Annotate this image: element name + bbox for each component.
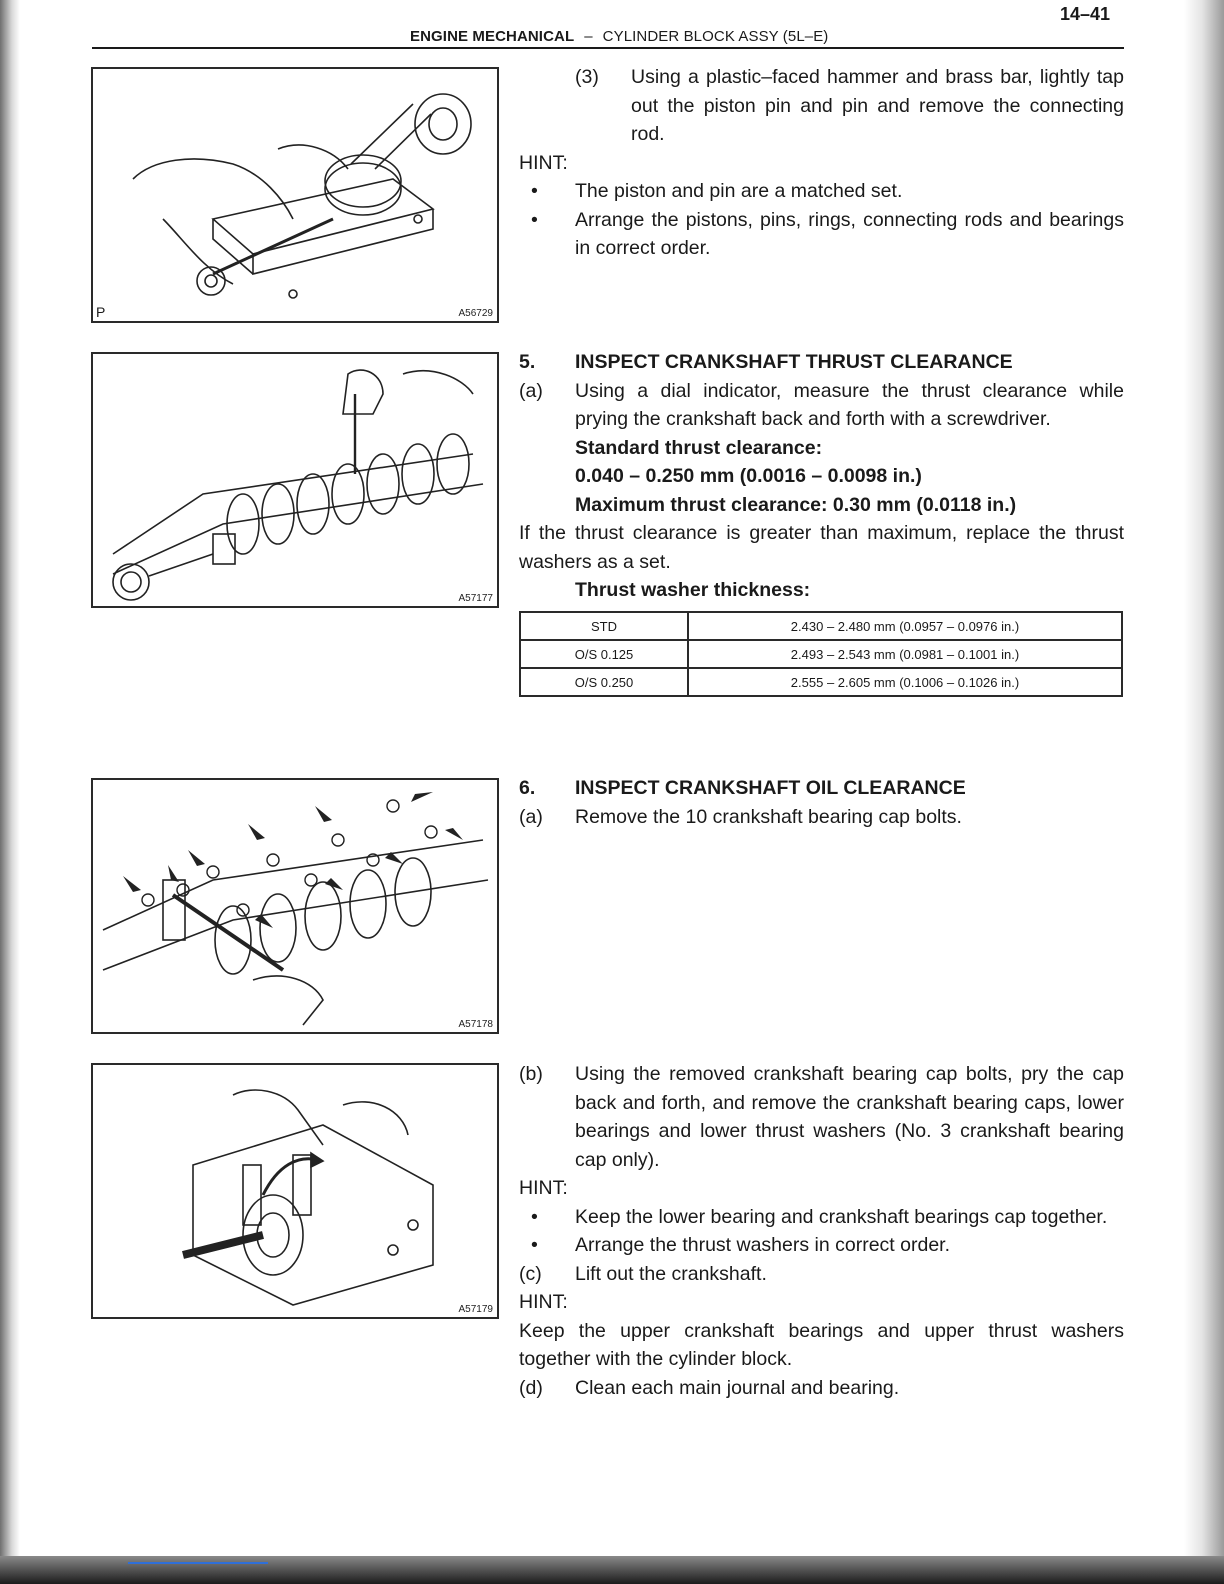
hint-bullet-text: Arrange the pistons, pins, rings, connecting rods and bearings in correct order. xyxy=(575,208,1124,259)
hint-bullet xyxy=(519,1231,1124,1260)
hint-label: HINT: xyxy=(519,1177,568,1199)
step-6-heading xyxy=(519,774,1124,803)
hint-bullet-text: Arrange the thrust washers in correct order. xyxy=(575,1234,951,1256)
hint-bullet xyxy=(519,1203,1124,1232)
hint-bullet-text: Keep the lower bearing and crankshaft bearings cap together. xyxy=(575,1205,1108,1228)
step-6b-text: Using the removed crankshaft bearing cap bolts, pry the cap back and forth, and remove the crankshaft bearing caps, lower bearings and lower thrust washers (No. 3 crankshaft bearing cap only). xyxy=(575,1063,1124,1171)
step-6a-row xyxy=(519,803,1124,832)
chapter-title: ENGINE MECHANICAL xyxy=(410,28,575,45)
table-cell-thickness: 2.430 – 2.480 mm (0.0957 – 0.0976 in.) xyxy=(688,612,1122,640)
piston-pin-illustration xyxy=(93,69,497,321)
step-6a-text: Remove the 10 crankshaft bearing cap bolts. xyxy=(575,805,962,828)
step-3-block xyxy=(519,63,1124,263)
bullet-dot: • xyxy=(531,1234,538,1256)
step-6b-block xyxy=(519,1060,1124,1402)
table-cell-thickness: 2.555 – 2.605 mm (0.1006 – 0.1026 in.) xyxy=(688,668,1122,696)
figure-code: A57177 xyxy=(458,593,493,604)
step-5a-row xyxy=(519,377,1124,434)
standard-clearance-label: Standard thrust clearance: xyxy=(575,436,823,459)
hint-label: HINT: xyxy=(519,151,568,174)
figure-piston-pin-removal xyxy=(91,67,499,323)
hint-bullet xyxy=(519,206,1124,263)
hint-text: Keep the upper crankshaft bearings and upper thrust washers together with the cylinder block. xyxy=(519,1319,1124,1370)
step-5a-label: (a) xyxy=(519,379,543,402)
step-5-heading xyxy=(519,348,1124,377)
running-header xyxy=(410,28,828,45)
table-row xyxy=(520,640,1122,668)
figure-dial-indicator xyxy=(91,352,499,608)
step-3-row xyxy=(519,63,1124,149)
page-right-shadow xyxy=(1184,0,1224,1584)
step-5a-text: Using a dial indicator, measure the thrust clearance while prying the crankshaft back and forth with a screwdriver. xyxy=(575,379,1124,430)
bullet-dot: • xyxy=(531,1205,538,1228)
figure-code: A56729 xyxy=(458,308,493,319)
bearing-cap-bolts-illustration xyxy=(93,780,497,1032)
figure-code: A57178 xyxy=(458,1019,493,1030)
hint-bullet xyxy=(519,177,1124,206)
bearing-cap-pry-illustration xyxy=(93,1065,497,1317)
step-5-title: INSPECT CRANKSHAFT THRUST CLEARANCE xyxy=(575,351,1013,373)
step-6-title: INSPECT CRANKSHAFT OIL CLEARANCE xyxy=(575,777,966,799)
step-6d-text: Clean each main journal and bearing. xyxy=(575,1376,900,1399)
header-rule xyxy=(92,47,1124,49)
dial-indicator-illustration xyxy=(93,354,497,606)
table-row xyxy=(520,668,1122,696)
step-6d-label: (d) xyxy=(519,1376,543,1399)
step-6b-row xyxy=(519,1060,1124,1174)
page-bottom-highlight xyxy=(128,1562,268,1564)
table-cell-size: STD xyxy=(520,612,688,640)
figure-bearing-cap-bolts xyxy=(91,778,499,1034)
standard-clearance-value: 0.040 – 0.250 mm (0.0016 – 0.0098 in.) xyxy=(575,465,922,487)
step-6c-row xyxy=(519,1260,1124,1289)
table-cell-thickness: 2.493 – 2.543 mm (0.0981 – 0.1001 in.) xyxy=(688,640,1122,668)
step-6d-row xyxy=(519,1374,1124,1403)
step-6-number: 6. xyxy=(519,777,536,799)
step-5-block xyxy=(519,348,1124,605)
figure-bearing-cap-pry xyxy=(91,1063,499,1319)
page-left-shadow xyxy=(0,0,20,1584)
page-number: 14–41 xyxy=(1060,4,1111,24)
step-3-text: Using a plastic–faced hammer and brass bar, lightly tap out the piston pin and pin and remove the connecting rod. xyxy=(631,66,1124,145)
maximum-clearance: Maximum thrust clearance: 0.30 mm (0.0118 in.) xyxy=(575,493,1017,516)
hint-bullet-text: The piston and pin are a matched set. xyxy=(575,180,903,202)
step-3-label: (3) xyxy=(575,66,599,88)
figure-code: A57179 xyxy=(458,1304,493,1315)
hint-label: HINT: xyxy=(519,1291,568,1313)
table-cell-size: O/S 0.125 xyxy=(520,640,688,668)
bullet-dot: • xyxy=(531,180,538,202)
replacement-note: If the thrust clearance is greater than maximum, replace the thrust washers as a set. xyxy=(519,522,1124,573)
thrust-washer-table xyxy=(519,611,1123,697)
step-6-block xyxy=(519,774,1124,831)
header-separator: – xyxy=(584,28,593,45)
table-row xyxy=(520,612,1122,640)
figure-corner-mark: P xyxy=(96,304,106,320)
step-6b-label: (b) xyxy=(519,1063,543,1085)
step-5-number: 5. xyxy=(519,351,536,373)
table-cell-size: O/S 0.250 xyxy=(520,668,688,696)
step-6c-text: Lift out the crankshaft. xyxy=(575,1262,767,1285)
section-title: CYLINDER BLOCK ASSY (5L–E) xyxy=(602,28,829,45)
table-title: Thrust washer thickness: xyxy=(575,579,811,601)
page-bottom-edge xyxy=(0,1556,1224,1584)
step-6a-label: (a) xyxy=(519,805,543,828)
step-6c-label: (c) xyxy=(519,1262,542,1285)
bullet-dot: • xyxy=(531,208,538,231)
